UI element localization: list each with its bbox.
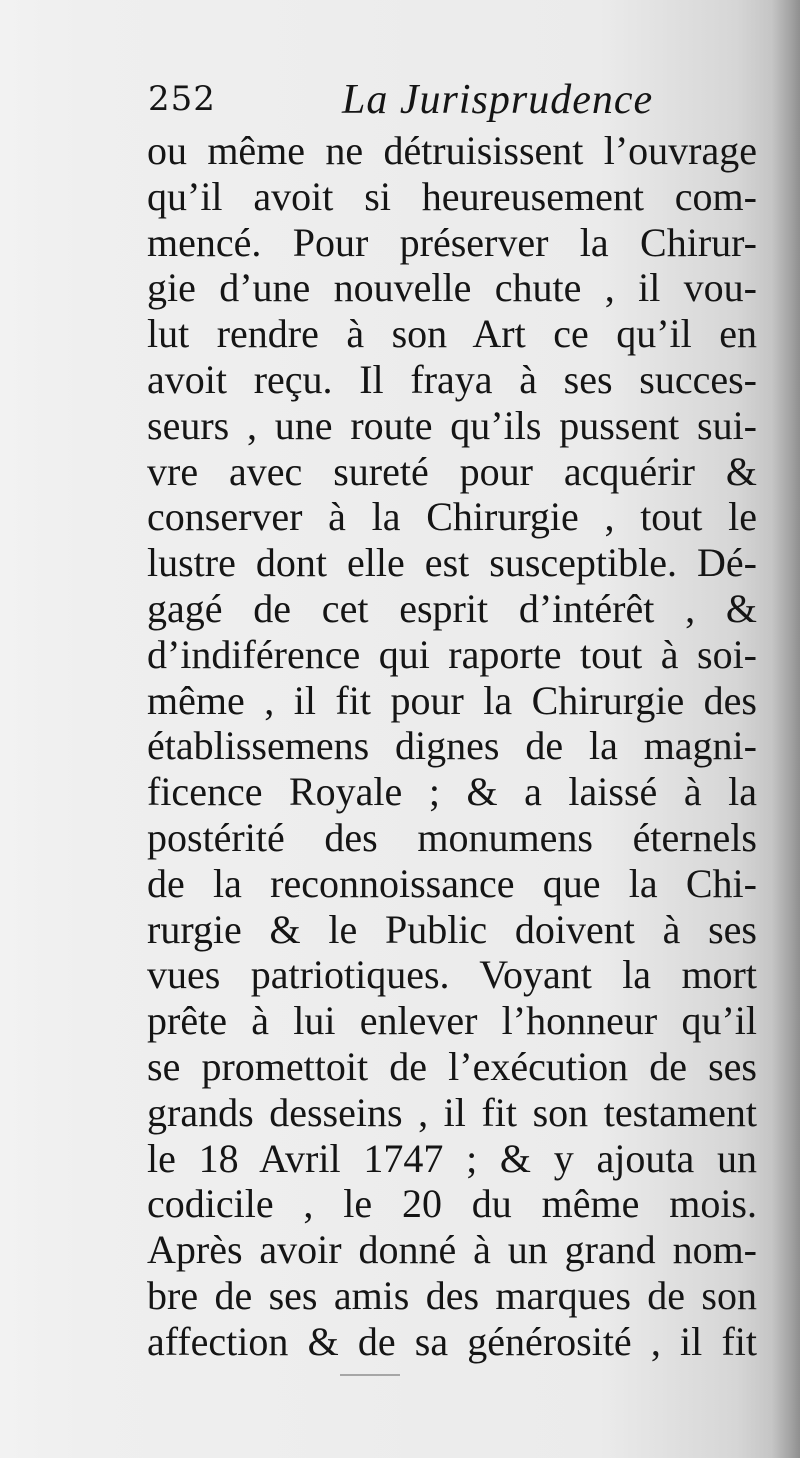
text-line: lustre dont elle est susceptible. Dé- xyxy=(147,540,757,586)
text-line: qu’il avoit si heureusement com- xyxy=(147,173,757,219)
text-line: le 18 Avril 1747 ; & y ajouta un xyxy=(147,1135,757,1181)
text-line: Après avoir donné à un grand nom- xyxy=(147,1227,757,1273)
text-line: grands desseins , il fit son testament xyxy=(147,1089,757,1135)
page-header xyxy=(148,75,758,131)
text-line: de la reconnoissance que la Chi- xyxy=(147,860,757,906)
text-line: postérité des monumens éternels xyxy=(147,814,757,860)
text-line: ou même ne détruisissent l’ouvrage xyxy=(147,128,757,173)
page-edge-shadow xyxy=(772,0,800,1458)
text-line: conserver à la Chirurgie , tout le xyxy=(147,494,757,540)
text-line: mencé. Pour préserver la Chirur- xyxy=(147,219,757,265)
printer-mark xyxy=(340,1374,400,1376)
text-line: vues patriotiques. Voyant la mort xyxy=(147,952,757,998)
body-text xyxy=(147,128,757,1365)
text-line: se promettoit de l’exécution de ses xyxy=(147,1043,757,1089)
text-line: affection & de sa générosité , il fit xyxy=(147,1318,757,1364)
text-line: ficence Royale ; & a laissé à la xyxy=(147,769,757,815)
text-line: établissemens dignes de la magni- xyxy=(147,723,757,769)
text-line: bre de ses amis des marques de son xyxy=(147,1272,757,1318)
text-line: vre avec sureté pour acquérir & xyxy=(147,448,757,494)
page-number: 252 xyxy=(148,79,216,119)
text-line: seurs , une route qu’ils pussent sui- xyxy=(147,402,757,448)
text-line: lut rendre à son Art ce qu’il en xyxy=(147,311,757,357)
text-line: codicile , le 20 du même mois. xyxy=(147,1181,757,1227)
text-line: avoit reçu. Il fraya à ses succes- xyxy=(147,356,757,402)
text-line: gie d’une nouvelle chute , il vou- xyxy=(147,265,757,311)
text-line: gagé de cet esprit d’intérêt , & xyxy=(147,585,757,631)
running-title: La Jurisprudence xyxy=(342,77,654,123)
text-line: d’indiférence qui raporte tout à soi- xyxy=(147,631,757,677)
text-line: prête à lui enlever l’honneur qu’il xyxy=(147,998,757,1044)
text-line: rurgie & le Public doivent à ses xyxy=(147,906,757,952)
text-line: même , il fit pour la Chirurgie des xyxy=(147,677,757,723)
